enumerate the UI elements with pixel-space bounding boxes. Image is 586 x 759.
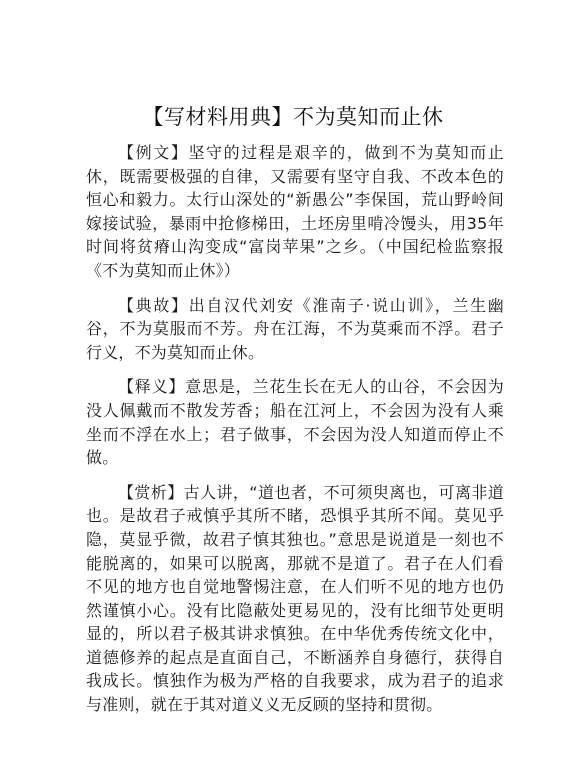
paragraph-text: 意思是，兰花生长在无人的山谷，不会因为没人佩戴而不散发芳香；船在江河上，不会因为没有人乘坐而不浮在水上；君子做事，不会因为没人知道而停止不做。 [86, 377, 504, 468]
paragraph-example [86, 141, 504, 283]
paragraph-label: 【释义】 [118, 377, 186, 397]
paragraph-interpretation [86, 375, 504, 469]
paragraph-allusion [86, 294, 504, 365]
paragraph-text: 坚守的过程是艰辛的，做到不为莫知而止休，既需要极强的自律，又需要有坚守自我、不改本色的恒心和毅力。太行山深处的“新愚公”李保国，荒山野岭间嫁接试验，暴雨中抢修梯田，土坯房里啃冷馒头，用35年时间将贫瘠山沟变成“富岗苹果”之乡。（中国纪检监察报《不为莫知而止休》） [86, 143, 504, 280]
document-title: 【写材料用典】不为莫知而止休 [142, 105, 444, 129]
paragraph-text: 出自汉代刘安《淮南子·说山训》，兰生幽谷，不为莫服而不芳。舟在江海，不为莫乘而不浮。君子行义，不为莫知而止休。 [86, 295, 504, 362]
paragraph-appreciation [86, 481, 504, 717]
paragraph-text: 古人讲，“道也者，不可须臾离也，可离非道也。是故君子戒慎乎其所不睹，恐惧乎其所不闻。莫见乎隐，莫显乎微，故君子慎其独也。”意思是说道是一刻也不能脱离的，如果可以脱离，那就不是道了。君子在人们看不见的地方也自觉地警惕注意，在人们听不见的地方也仍然谨慎小心。没有比隐蔽处更易见的，没有比细节处更明显的，所以君子极其讲求慎独。在中华优秀传统文化中，道德修养的起点是直面自己，不断涵养自身德行，获得自我成长。慎独作为极为严格的自我要求，成为君子的追求与准则，就在于其对道义义无反顾的坚持和贯彻。 [86, 482, 504, 715]
paragraph-label: 【典故】 [118, 295, 189, 315]
paragraph-label: 【赏析】 [118, 482, 184, 502]
document-body [86, 141, 504, 728]
paragraph-label: 【例文】 [118, 143, 189, 162]
